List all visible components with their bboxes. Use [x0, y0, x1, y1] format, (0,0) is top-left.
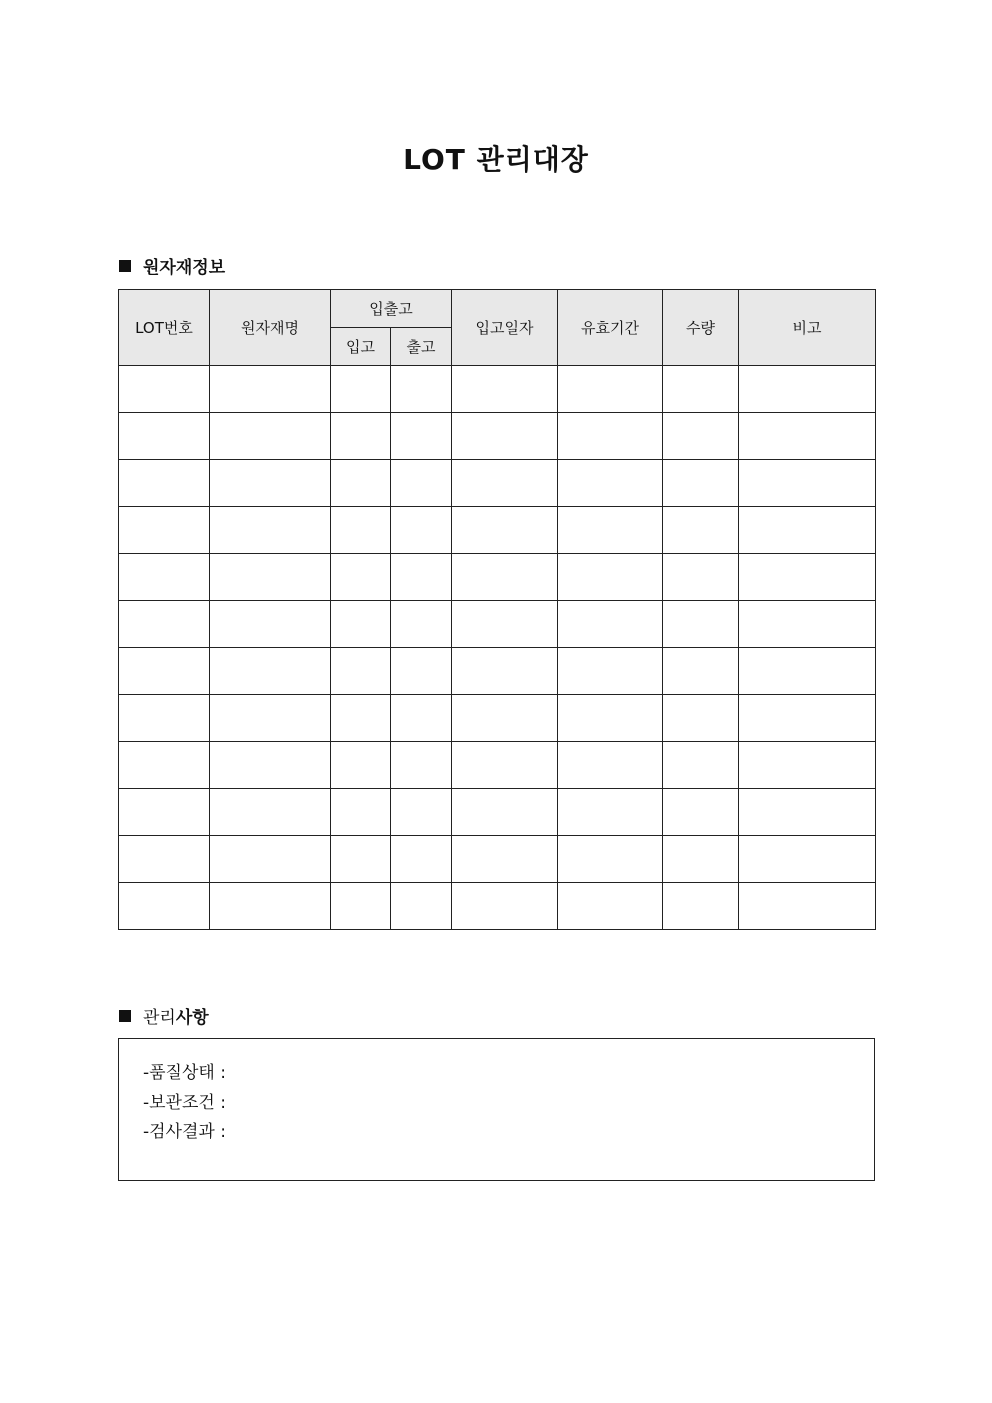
table-row — [119, 507, 876, 554]
table-cell[interactable] — [331, 460, 391, 507]
table-cell[interactable] — [331, 507, 391, 554]
table-cell[interactable] — [452, 836, 558, 883]
table-cell[interactable] — [210, 742, 331, 789]
table-cell[interactable] — [119, 507, 210, 554]
table-cell[interactable] — [210, 883, 331, 930]
table-cell[interactable] — [119, 601, 210, 648]
header-remarks: 비고 — [739, 290, 876, 366]
table-cell[interactable] — [663, 742, 739, 789]
note-quality-status: -품질상태 : — [143, 1063, 226, 1083]
table-cell[interactable] — [331, 836, 391, 883]
table-cell[interactable] — [663, 789, 739, 836]
notes-list — [119, 1039, 874, 1148]
table-row — [119, 836, 876, 883]
table-row — [119, 366, 876, 413]
table-cell[interactable] — [331, 554, 391, 601]
table-cell[interactable] — [210, 366, 331, 413]
table-cell[interactable] — [558, 601, 663, 648]
table-cell[interactable] — [739, 507, 876, 554]
table-cell[interactable] — [739, 742, 876, 789]
lot-ledger-table — [118, 289, 876, 930]
section-heading-part1: 관리 — [143, 1008, 176, 1028]
header-expiry: 유효기간 — [558, 290, 663, 366]
table-cell[interactable] — [210, 507, 331, 554]
table-row — [119, 789, 876, 836]
table-row — [119, 554, 876, 601]
document-title: LOT 관리대장 — [403, 143, 589, 176]
note-storage-condition: -보관조건 : — [143, 1092, 226, 1113]
table-cell[interactable] — [119, 413, 210, 460]
header-in-date: 입고일자 — [452, 290, 558, 366]
table-cell[interactable] — [331, 413, 391, 460]
table-cell[interactable] — [739, 366, 876, 413]
table-cell[interactable] — [739, 413, 876, 460]
table-cell[interactable] — [452, 695, 558, 742]
section-heading-label: 원자재정보 — [143, 258, 226, 278]
square-bullet-icon — [119, 1010, 131, 1022]
table-cell[interactable] — [391, 554, 452, 601]
table-cell[interactable] — [331, 366, 391, 413]
header-out: 출고 — [391, 328, 452, 366]
table-cell[interactable] — [210, 601, 331, 648]
table-cell[interactable] — [119, 366, 210, 413]
table-cell[interactable] — [391, 883, 452, 930]
table-cell[interactable] — [391, 413, 452, 460]
table-cell[interactable] — [739, 883, 876, 930]
table-cell[interactable] — [119, 883, 210, 930]
table-cell[interactable] — [452, 648, 558, 695]
section-heading-management — [119, 1003, 209, 1028]
table-row — [119, 601, 876, 648]
table-cell[interactable] — [663, 366, 739, 413]
table-cell[interactable] — [210, 413, 331, 460]
table-cell[interactable] — [739, 836, 876, 883]
table-cell[interactable] — [452, 883, 558, 930]
table-cell[interactable] — [663, 883, 739, 930]
table-cell[interactable] — [331, 742, 391, 789]
header-inout: 입출고 — [331, 290, 452, 328]
table-cell[interactable] — [210, 554, 331, 601]
table-cell[interactable] — [558, 507, 663, 554]
table-cell[interactable] — [558, 742, 663, 789]
table-cell[interactable] — [210, 460, 331, 507]
table-cell[interactable] — [558, 789, 663, 836]
table-cell[interactable] — [331, 789, 391, 836]
table-cell[interactable] — [663, 507, 739, 554]
table-cell[interactable] — [119, 836, 210, 883]
table-cell[interactable] — [331, 601, 391, 648]
table-cell[interactable] — [119, 695, 210, 742]
table-cell[interactable] — [391, 648, 452, 695]
table-cell[interactable] — [739, 695, 876, 742]
table-cell[interactable] — [391, 836, 452, 883]
table-cell[interactable] — [558, 366, 663, 413]
header-quantity: 수량 — [663, 290, 739, 366]
table-cell[interactable] — [391, 695, 452, 742]
table-row — [119, 742, 876, 789]
table-cell[interactable] — [119, 554, 210, 601]
table-cell[interactable] — [391, 601, 452, 648]
table-cell[interactable] — [391, 789, 452, 836]
table-row — [119, 413, 876, 460]
table-cell[interactable] — [331, 883, 391, 930]
table-cell[interactable] — [663, 695, 739, 742]
table-cell[interactable] — [452, 789, 558, 836]
table-cell[interactable] — [663, 601, 739, 648]
table-cell[interactable] — [739, 648, 876, 695]
table-cell[interactable] — [558, 648, 663, 695]
table-cell[interactable] — [452, 601, 558, 648]
section-heading-material-info — [119, 253, 225, 278]
section-heading-part2: 사항 — [175, 1008, 209, 1028]
table-cell[interactable] — [663, 460, 739, 507]
table-row — [119, 695, 876, 742]
table-cell[interactable] — [210, 789, 331, 836]
header-in: 입고 — [331, 328, 391, 366]
table-cell[interactable] — [210, 836, 331, 883]
header-material-name: 원자재명 — [210, 290, 331, 366]
table-cell[interactable] — [558, 460, 663, 507]
table-cell[interactable] — [391, 507, 452, 554]
square-bullet-icon — [119, 260, 131, 272]
table-cell[interactable] — [119, 648, 210, 695]
table-cell[interactable] — [739, 601, 876, 648]
table-cell[interactable] — [452, 413, 558, 460]
table-cell[interactable] — [119, 742, 210, 789]
table-cell[interactable] — [210, 695, 331, 742]
table-cell[interactable] — [210, 648, 331, 695]
table-cell[interactable] — [739, 554, 876, 601]
ledger-body — [119, 366, 876, 930]
table-cell[interactable] — [558, 695, 663, 742]
table-cell[interactable] — [331, 695, 391, 742]
note-inspection-result: -검사결과 : — [143, 1122, 226, 1142]
table-cell[interactable] — [452, 554, 558, 601]
table-cell[interactable] — [331, 648, 391, 695]
table-cell[interactable] — [739, 460, 876, 507]
table-cell[interactable] — [558, 554, 663, 601]
table-cell[interactable] — [663, 836, 739, 883]
table-cell[interactable] — [452, 507, 558, 554]
table-cell[interactable] — [663, 413, 739, 460]
table-cell[interactable] — [452, 366, 558, 413]
table-row — [119, 648, 876, 695]
table-cell[interactable] — [452, 460, 558, 507]
table-cell[interactable] — [391, 460, 452, 507]
table-cell[interactable] — [119, 460, 210, 507]
table-cell[interactable] — [558, 883, 663, 930]
table-cell[interactable] — [663, 554, 739, 601]
table-cell[interactable] — [119, 789, 210, 836]
table-row — [119, 460, 876, 507]
table-row — [119, 883, 876, 930]
table-cell[interactable] — [391, 742, 452, 789]
table-cell[interactable] — [558, 413, 663, 460]
table-cell[interactable] — [452, 742, 558, 789]
table-cell[interactable] — [558, 836, 663, 883]
table-cell[interactable] — [739, 789, 876, 836]
table-cell[interactable] — [663, 648, 739, 695]
header-lot-no: LOT번호 — [119, 290, 210, 366]
management-notes-box — [118, 1038, 875, 1181]
table-cell[interactable] — [391, 366, 452, 413]
